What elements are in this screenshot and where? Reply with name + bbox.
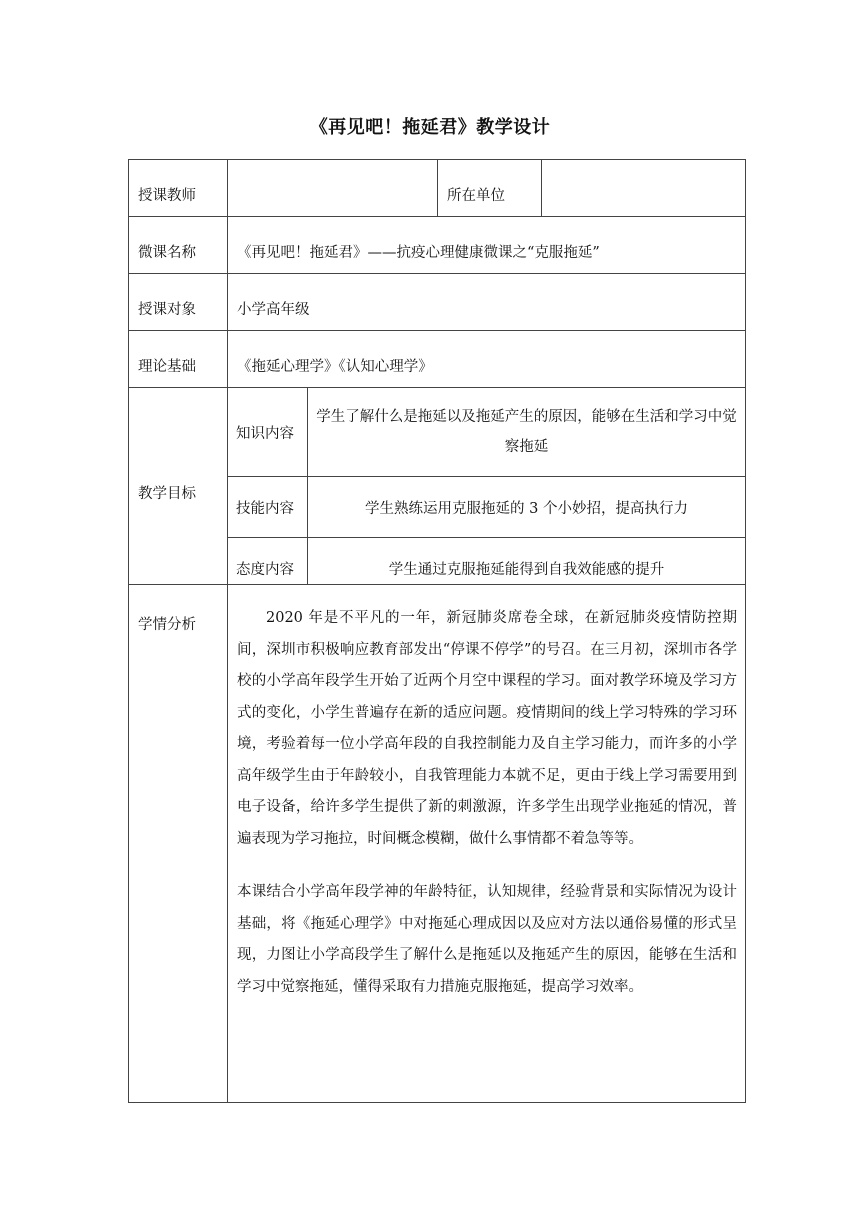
objective-label-knowledge: 知识内容 [228,388,308,477]
document-title: 《再见吧！拖延君》教学设计 [309,117,551,138]
objective-label-attitude: 态度内容 [228,538,308,585]
unit-value [542,160,746,217]
row-teacher [129,160,746,217]
unit-label: 所在单位 [438,160,542,217]
row-objective-knowledge [129,388,746,477]
analysis-label: 学情分析 [129,585,228,1103]
theory-value: 《拖延心理学》《认知心理学》 [228,331,746,388]
row-analysis [129,585,746,1103]
course-name-label: 微课名称 [129,217,228,274]
analysis-content [228,585,746,1103]
course-name-value: 《再见吧！拖延君》——抗疫心理健康微课之“克服拖延” [228,217,746,274]
analysis-paragraph: 本课结合小学高年段学神的年龄特征，认知规律，经验背景和实际情况为设计基础，将《拖延心理学》中对拖延心理成因以及应对方法以通俗易懂的形式呈现，力图让小学高段学生了解什么是拖延以及拖延产生的原因，能够在生活和学习中觉察拖延，懂得采取有力措施克服拖延，提高学习效率。 [237,884,737,995]
audience-value: 小学高年级 [228,274,746,331]
teacher-label: 授课教师 [129,160,228,217]
teacher-value [228,160,438,217]
objective-text-skill: 学生熟练运用克服拖延的 3 个小妙招，提高执行力 [308,477,746,538]
lesson-plan-table [128,159,746,1103]
row-course-name [129,217,746,274]
row-theory [129,331,746,388]
objective-text-knowledge: 学生了解什么是拖延以及拖延产生的原因，能够在生活和学习中觉察拖延 [308,388,746,477]
audience-label: 授课对象 [129,274,228,331]
objective-label-skill: 技能内容 [228,477,308,538]
row-audience [129,274,746,331]
objectives-label: 教学目标 [129,388,228,585]
analysis-paragraph: 2020 年是不平凡的一年，新冠肺炎席卷全球，在新冠肺炎疫情防控期间，深圳市积极响应教育部发出“停课不停学”的号召。在三月初，深圳市各学校的小学高年段学生开始了近两个月空中课程的学习。面对教学环境及学习方式的变化，小学生普遍存在新的适应问题。疫情期间的线上学习特殊的学习环境，考验着每一位小学高年段的自我控制能力及自主学习能力，而许多的小学高年级学生由于年龄较小，自我管理能力本就不足，更由于线上学习需要用到电子设备，给许多学生提供了新的刺激源，许多学生出现学业拖延的情况，普遍表现为学习拖拉，时间概念模糊，做什么事情都不着急等等。 [237,610,737,847]
objective-text-attitude: 学生通过克服拖延能得到自我效能感的提升 [308,538,746,585]
theory-label: 理论基础 [129,331,228,388]
